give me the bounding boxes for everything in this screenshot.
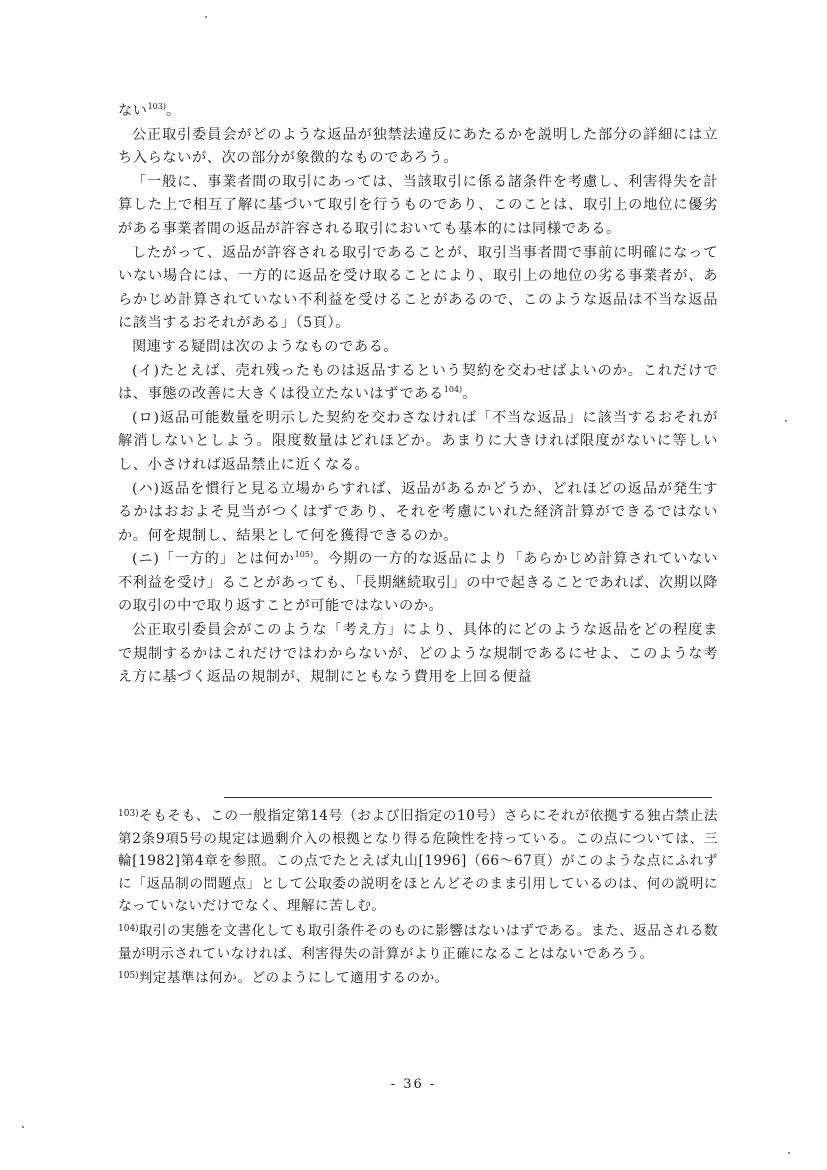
scan-speck bbox=[22, 1126, 24, 1128]
footnote: $^{104)}$取引の実態を文書化しても取引条件そのものに影響はないはずである。また、返品される数量が明示されていなければ、利害得失の計算がより正確になることはないであろう。 bbox=[118, 922, 718, 962]
question-item: (ロ)返品可能数量を明示した契約を交わさなければ「不当な返品」に該当するおそれが解消しないとしよう。限度数量はどれほどか。あまりに大きければ限度がないに等しいし、小さければ返品禁止に近くなる。 bbox=[118, 409, 718, 473]
footnote-number: 104) bbox=[118, 923, 139, 934]
footnote-ref: 105) bbox=[294, 550, 314, 560]
paragraph: 公正取引委員会がこのような「考え方」により、具体的にどのような返品をどの程度まで規制するかはこれだけではわからないが、どのような規制であるにせよ、このような考え方に基づく返品の規制が、規制にともなう費用を上回る便益 bbox=[118, 622, 718, 686]
page-number: - 36 - bbox=[390, 1077, 437, 1092]
footnote: $^{105)}$判定基準は何か。どのようにして適用するのか。 bbox=[118, 970, 449, 987]
quotation-paragraph: したがって、返品が許容される取引であることが、取引当事者間で事前に明確になっていない場合には、一方的に返品を受け取ることにより、取引上の地位の劣る事業者が、あらかじめ計算されていない不利益を受けることがあるので、このような返品は不当な返品に該当するおそれがある」（5頁）。 bbox=[118, 244, 718, 332]
question-item: (ニ)「一方的」とは何か$^{105)}$。今期の一方的な返品により「あらかじめ計算されていない不利益を受け」ることがあっても、「長期継続取引」の中で起きることであれば、次期以降の取引の中で取り返すことが可能ではないのか。 bbox=[118, 550, 718, 615]
quotation-paragraph: 「一般に、事業者間の取引にあっては、当該取引に係る諸条件を考慮し、利害得失を計算した上で相互了解に基づいて取引を行うものであり、このことは、取引上の地位に優劣がある事業者間の返品が許容される取引においても基本的には同様である。 bbox=[118, 173, 718, 237]
paragraph: 公正取引委員会がどのような返品が独禁法違反にあたるかを説明した部分の詳細には立ち入らないが、次の部分が象徴的なものであろう。 bbox=[118, 126, 718, 167]
main-text bbox=[118, 100, 718, 690]
question-item: (イ)たとえば、売れ残ったものは返品するという契約を交わせばよいのか。これだけでは、事態の改善に大きくは役立たないはずである$^{104)}$。 bbox=[118, 362, 718, 403]
footnote-separator bbox=[224, 797, 712, 798]
scan-speck bbox=[785, 420, 787, 422]
question-item: (ハ)返品を慣行と見る立場からすれば、返品があるかどうか、どれほどの返品が発生するかはおおよそ見当がつくはずであり、それを考慮にいれた経済計算ができるではないか。何を規制し、結果として何を獲得できるのか。 bbox=[118, 480, 718, 544]
footnote-number: 103) bbox=[118, 809, 139, 819]
footnote-number: 105) bbox=[118, 971, 139, 982]
scan-speck bbox=[205, 16, 207, 18]
footnote-ref: 103) bbox=[147, 102, 166, 111]
footnote-ref: 104) bbox=[443, 385, 463, 395]
scan-speck bbox=[788, 1152, 790, 1154]
footnote: $^{103)}$そもそも、この一般指定第14号（および旧指定の10号）さらにそれが依拠する独占禁止法第2条9項5号の規定は過剰介入の根拠となり得る危険性を持っている。この点については、三輪[1982]第4章を参照。この点でたとえば丸山[1996]（66〜67頁）がこのような点にふれずに「返品制の問題点」として公取委の説明をほとんどそのまま引用しているのは、何の説明になっていないだけでなく、理解に苦しむ。 bbox=[118, 808, 718, 915]
paragraph: 関連する疑問は次のようなものである。 bbox=[132, 338, 399, 355]
footnotes bbox=[118, 803, 718, 990]
paragraph: ない$^{103)}$。 bbox=[118, 102, 181, 119]
